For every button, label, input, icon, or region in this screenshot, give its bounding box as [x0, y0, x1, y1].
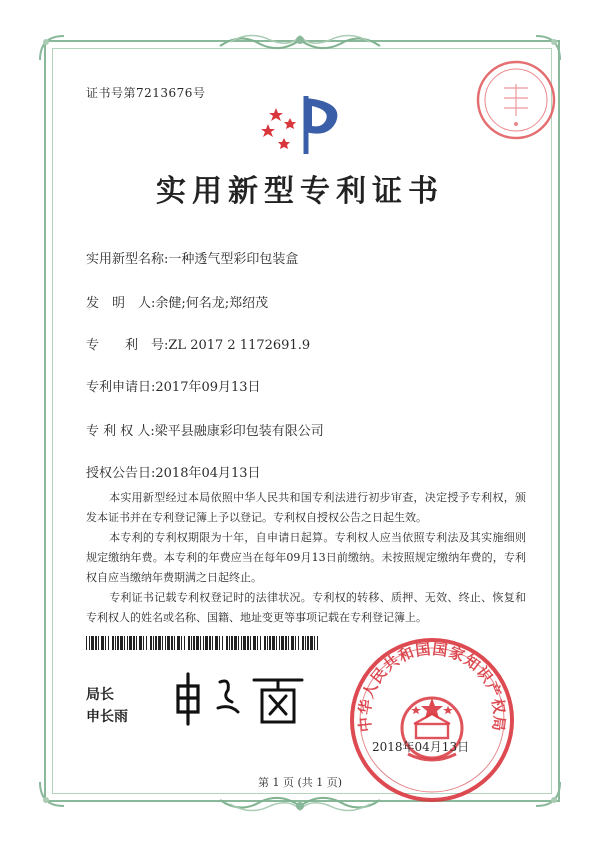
barcode-bar: [291, 636, 294, 650]
barcode-bar: [165, 636, 166, 650]
barcode-bar: [215, 636, 218, 650]
barcode-bar: [260, 636, 261, 650]
barcode-bar: [317, 636, 318, 650]
patentee-field: [86, 420, 324, 439]
barcode-bar: [288, 636, 289, 650]
barcode-bar: [95, 636, 97, 650]
barcode-bar: [105, 636, 106, 650]
barcode-bar: [205, 636, 208, 650]
filing-date-label: 专利申请日:: [86, 380, 156, 395]
barcode-bar: [115, 636, 116, 650]
barcode-bar: [295, 636, 296, 650]
barcode-bar: [212, 636, 213, 650]
barcode-bar: [209, 636, 211, 650]
barcode-bar: [101, 636, 104, 650]
inventor-field: [86, 292, 268, 311]
inventor-value: 余健;何名龙;郑绍茂: [155, 296, 269, 311]
barcode-bar: [241, 636, 242, 650]
utility-model-name-field: [86, 248, 298, 267]
filing-date-value: 2017年09月13日: [155, 380, 261, 395]
certificate-body: [86, 488, 526, 628]
barcode-bar: [196, 636, 199, 650]
barcode-bar: [219, 636, 220, 650]
barcode-bar: [127, 636, 128, 650]
barcode-bar: [231, 636, 233, 650]
barcode-bar: [150, 636, 152, 650]
patent-number-label: 专 利 号:: [86, 338, 169, 353]
director-signature-icon: [170, 668, 310, 728]
barcode-bar: [305, 636, 306, 650]
barcode-bar: [247, 636, 249, 650]
barcode-bar: [136, 636, 137, 650]
barcode-bar: [181, 636, 182, 650]
grant-date-label: 授权公告日:: [86, 466, 156, 481]
barcode-bar: [281, 636, 284, 650]
patent-number-value: ZL 2017 2 1172691.9: [168, 338, 311, 353]
barcode-bar: [250, 636, 251, 650]
body-paragraph-3: 专利证书记载专利权登记时的法律状况。专利权的转移、质押、无效、终止、恢复和专利权人的姓名或名称、国籍、地址变更等事项记载在专利登记簿上。: [86, 591, 526, 624]
utility-model-name-value: 一种透气型彩印包装盒: [168, 252, 299, 267]
seal-text: 中华人民共和国国家知识产权局: [355, 639, 509, 733]
barcode-bar: [257, 636, 258, 650]
page-title: 实用新型专利证书: [156, 174, 444, 209]
barcode-bar: [108, 636, 109, 650]
patentee-label: 专 利 权 人:: [86, 424, 155, 439]
barcode-bar: [302, 636, 304, 650]
svg-text:中华人民共和国国家知识产权局: [356, 640, 509, 733]
barcode-bar: [155, 636, 157, 650]
barcode-bar: [234, 636, 237, 650]
barcode-bar: [200, 636, 201, 650]
barcode-bar: [162, 636, 163, 650]
filing-date-field: [86, 376, 261, 395]
barcode-bar: [184, 636, 185, 650]
grant-date-value: 2018年04月13日: [155, 466, 261, 481]
barcode-bar: [222, 636, 223, 650]
barcode-bar: [310, 636, 313, 650]
barcode-bar: [193, 636, 195, 650]
director-title: 局长: [86, 687, 114, 703]
barcode-bar: [120, 636, 123, 650]
barcode-bar: [139, 636, 142, 650]
small-seal-icon: [474, 58, 558, 142]
barcode-bar: [112, 636, 114, 650]
barcode-bar: [124, 636, 125, 650]
barcode-bar: [298, 636, 299, 650]
barcode-bar: [146, 636, 147, 650]
barcode-bar: [89, 636, 90, 650]
barcode-bar: [253, 636, 256, 650]
barcode-icon: [86, 636, 320, 650]
inventor-label: 发 明 人:: [86, 296, 156, 311]
patentee-value: 梁平县融康彩印包装有限公司: [154, 424, 324, 439]
page-number: 第 1 页 (共 1 页): [257, 776, 343, 789]
barcode-bar: [191, 636, 192, 650]
grant-date-field: [86, 462, 261, 481]
utility-model-name-label: 实用新型名称:: [86, 252, 169, 267]
barcode-bar: [276, 636, 277, 650]
barcode-bar: [98, 636, 99, 650]
corner-ornament-icon: [38, 34, 66, 62]
patent-office-logo-icon: [258, 88, 354, 160]
barcode-bar: [307, 636, 309, 650]
certificate-number: 证书号第7213676号: [86, 86, 206, 100]
barcode-bar: [153, 636, 154, 650]
barcode-bar: [243, 636, 246, 650]
barcode-bar: [133, 636, 135, 650]
barcode-bar: [158, 636, 161, 650]
barcode-bar: [279, 636, 280, 650]
top-ornament-icon: [210, 28, 390, 54]
barcode-bar: [167, 636, 170, 650]
body-paragraph-2: 本专利的专利权期限为十年，自申请日起算。专利权人应当依照专利法及其实施细则规定缴纳年费。本专利的年费应当在每年09月13日前缴纳。未按照规定缴纳年费的，专利权自应当缴纳年费期满之日起终止。: [86, 531, 526, 584]
director-name: 申长雨: [86, 709, 128, 725]
barcode-bar: [143, 636, 144, 650]
barcode-bar: [129, 636, 132, 650]
barcode-bar: [174, 636, 175, 650]
barcode-bar: [267, 636, 268, 650]
barcode-bar: [226, 636, 228, 650]
barcode-bar: [269, 636, 271, 650]
barcode-bar: [171, 636, 173, 650]
barcode-bar: [117, 636, 119, 650]
barcode-bar: [91, 636, 94, 650]
body-paragraph-1: 本实用新型经过本局依照中华人民共和国专利法进行初步审查，决定授予专利权，颁发本证书并在专利登记簿上予以登记。专利权自授权公告之日起生效。: [86, 491, 526, 524]
barcode-bar: [177, 636, 180, 650]
patent-number-field: [86, 334, 310, 353]
barcode-bar: [229, 636, 230, 650]
barcode-bar: [272, 636, 275, 650]
barcode-bar: [203, 636, 204, 650]
barcode-bar: [86, 636, 87, 650]
barcode-bar: [188, 636, 190, 650]
barcode-bar: [314, 636, 315, 650]
barcode-bar: [285, 636, 287, 650]
seal-date: 2018年04月13日: [372, 740, 470, 754]
barcode-bar: [264, 636, 266, 650]
barcode-bar: [238, 636, 239, 650]
